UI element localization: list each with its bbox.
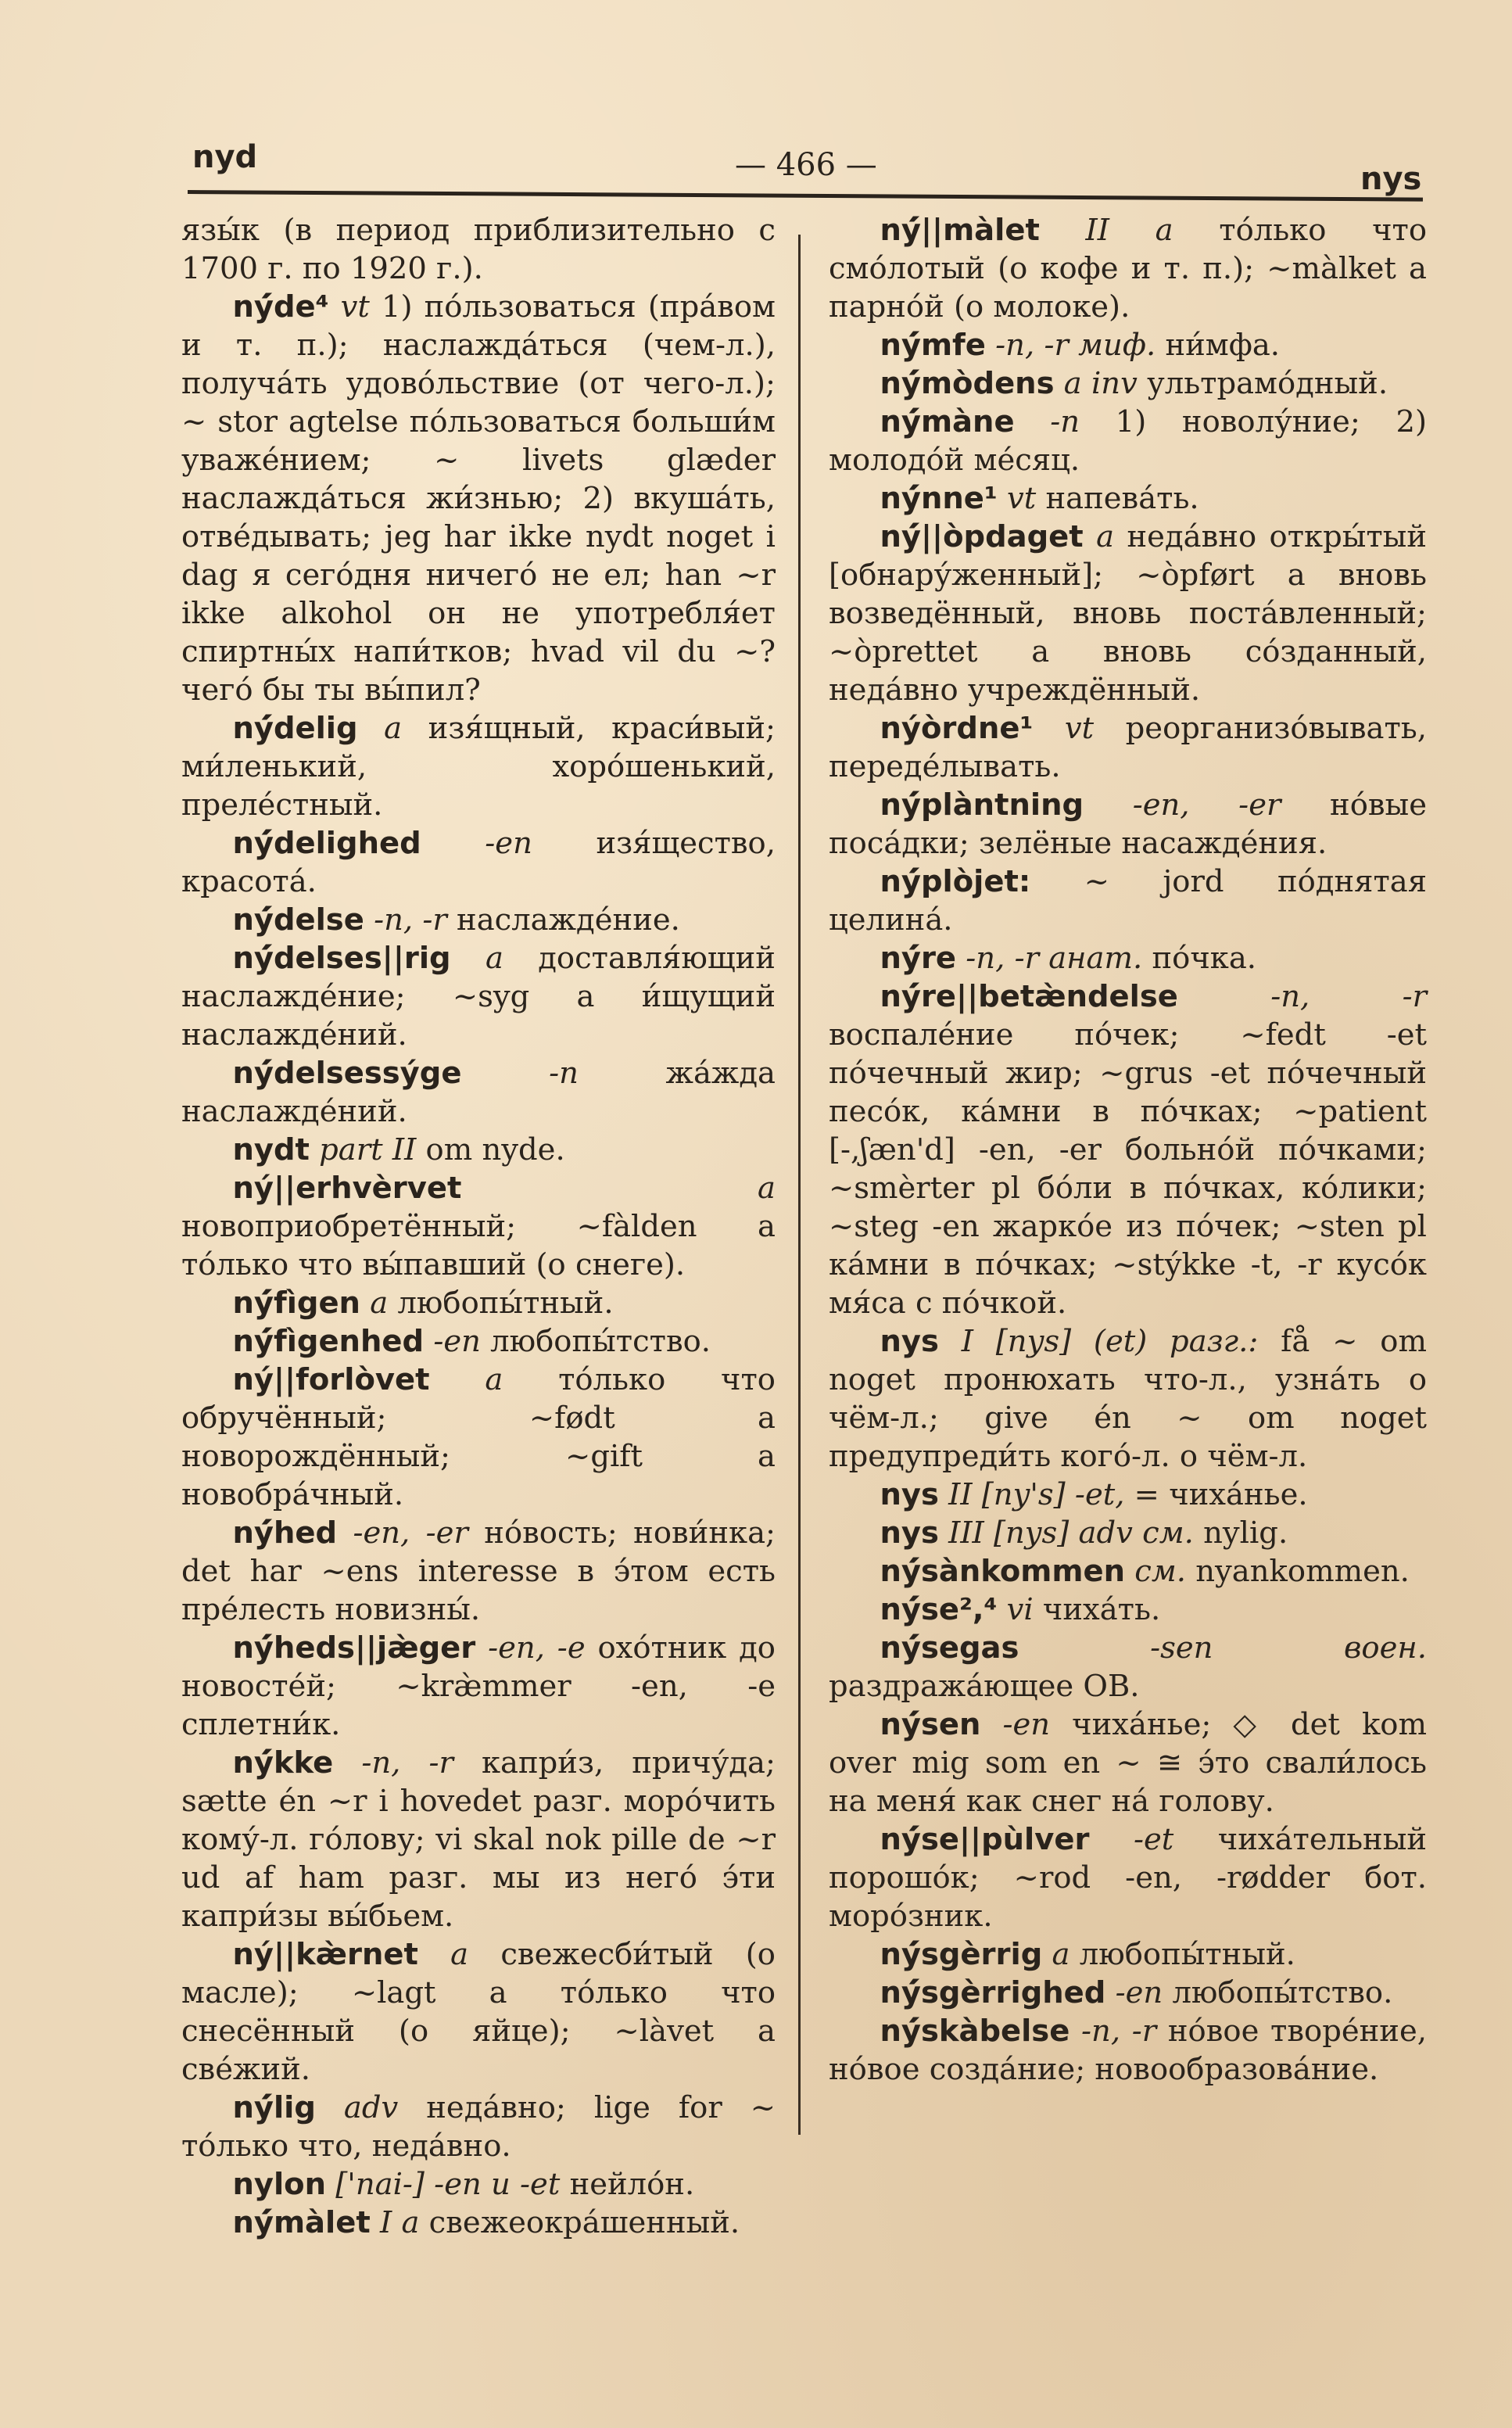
entry-grammar-label: a inv xyxy=(1063,366,1138,401)
dictionary-entry xyxy=(829,211,1427,326)
dictionary-entry xyxy=(829,977,1427,1322)
entry-definition: напева́ть. xyxy=(1045,481,1199,516)
entry-headword: ný́se||pùlver xyxy=(880,1822,1090,1857)
dictionary-entry xyxy=(181,1629,776,1744)
entry-grammar-label: -en, -e xyxy=(488,1630,586,1666)
entry-headword: ný́lig xyxy=(232,2090,316,2125)
entry-grammar-label: -n, -r xyxy=(1270,979,1427,1014)
entry-grammar-label: a xyxy=(384,711,403,746)
entry-headword: ný́de⁴ xyxy=(232,289,329,325)
entry-headword: nys xyxy=(880,1324,939,1359)
entry-definition: изя́щество, красота́. xyxy=(181,826,776,899)
entry-definition: нейло́н. xyxy=(569,2167,695,2202)
entry-grammar-label: a xyxy=(1052,1937,1070,1972)
entry-grammar-label: -n xyxy=(1050,404,1080,439)
entry-definition: чиха́нье. xyxy=(1169,1477,1308,1512)
entry-headword: nylon xyxy=(232,2167,326,2202)
entry-headword: ný́fìgen xyxy=(232,1286,360,1321)
dictionary-entry xyxy=(829,1552,1427,1591)
entry-grammar-label: vi xyxy=(1006,1592,1034,1627)
entry-headword: ný́||màlet xyxy=(880,213,1040,248)
dictionary-entry xyxy=(181,709,776,824)
entry-grammar-label: a xyxy=(758,1171,776,1206)
running-head-right: nys xyxy=(1360,161,1422,197)
dictionary-entry xyxy=(181,2089,776,2165)
entry-grammar-label: a xyxy=(370,1286,389,1321)
entry-definition: но́вые поса́дки; зелёные насажде́ния. xyxy=(829,787,1427,861)
dictionary-entry xyxy=(829,1820,1427,1935)
entry-definition: 1) новолу́ние; 2) молодо́й ме́сяц. xyxy=(829,404,1427,478)
entry-definition: то́лько что смо́лотый (о кофе и т. п.); ~màlket a парно́й (о молоке). xyxy=(829,213,1427,325)
page-number: — 466 — xyxy=(735,147,877,183)
dictionary-entry xyxy=(181,211,776,288)
entry-grammar-label: -en, -er xyxy=(1132,787,1281,823)
dictionary-entry xyxy=(829,2012,1427,2089)
entry-definition: реорганизо́вывать, переде́лывать. xyxy=(829,711,1427,784)
entry-definition: få ~ om noget пронюхать что-л., узна́ть о чём-л.; give én ~ om noget предупреди́ть кого́-л. о чём-л. xyxy=(829,1324,1427,1474)
dictionary-entry xyxy=(829,1476,1427,1514)
entry-headword: ný́màlet xyxy=(232,2205,371,2240)
dictionary-entry xyxy=(829,1322,1427,1476)
entry-grammar-label: -en, -er xyxy=(353,1515,468,1551)
entry-headword: ný́plòjet: xyxy=(880,864,1031,899)
entry-definition: свежеокра́шенный. xyxy=(428,2205,740,2240)
entry-definition: капри́з, причу́да; sætte én ~r i hovedet разг. моро́чить кому́-л. го́лову; vi skal nok pille de ~r ud af ham разг. мы из него́ э́ти капри́зы вы́бьем. xyxy=(181,1745,776,1934)
entry-grammar-label: III [nys] adv см. xyxy=(948,1515,1194,1551)
entry-definition: nylig. xyxy=(1203,1515,1288,1551)
entry-definition: свежесби́тый (о масле); ~lagt a то́лько что снесённый (о яйце); ~làvet a све́жий. xyxy=(181,1937,776,2087)
dictionary-entry xyxy=(829,1629,1427,1705)
entry-grammar-label: -en xyxy=(485,826,532,861)
entry-headword: ný́màne xyxy=(880,404,1015,439)
header-rule xyxy=(188,190,1423,202)
entry-headword: ný́sen xyxy=(880,1707,981,1742)
entry-headword: nýòrdne¹ xyxy=(880,711,1034,746)
entry-grammar-label: II [ny's] -et, = xyxy=(948,1477,1159,1512)
entry-definition: но́вость; нови́нка; det har ~ens interesse в э́том есть пре́лесть новизны́. xyxy=(181,1515,776,1627)
entry-grammar-label: I [nys] (et) разг.: xyxy=(961,1324,1259,1359)
entry-headword: ný́delse xyxy=(232,902,364,938)
entry-definition: неда́вно; lige for ~ то́лько что, неда́вно. xyxy=(181,2090,776,2164)
entry-grammar-label: см. xyxy=(1134,1554,1187,1589)
entry-grammar-label: ['nai-] -en u -et xyxy=(335,2167,561,2202)
entry-headword: ný́sànkommen xyxy=(880,1554,1126,1589)
entry-definition: чиха́нье; ◇ det kom over mig som en ~ ≅ э́то свали́лось на меня́ как снег на́ голову. xyxy=(829,1707,1427,1819)
entry-definition: новоприобретённый; ~fàlden a то́лько что вы́павший (о снеге). xyxy=(181,1209,776,1282)
dictionary-entry xyxy=(829,326,1427,364)
entry-grammar-label: vt xyxy=(340,289,370,325)
entry-headword: ný́sgèrrig xyxy=(880,1937,1043,1972)
entry-definition: охо́тник до новосте́й; ~kræ̀mmer -en, -e сплетни́к. xyxy=(181,1630,776,1742)
entry-grammar-label: part II xyxy=(319,1132,417,1167)
entry-definition: ни́мфа. xyxy=(1165,328,1281,363)
entry-definition: по́чка. xyxy=(1152,941,1257,976)
entry-definition: неда́вно откры́тый [обнару́женный]; ~òpført a вновь возведённый, вновь поста́вленный; ~òprettet a вновь со́зданный, неда́вно учреждённый. xyxy=(829,519,1427,708)
dictionary-entry xyxy=(181,901,776,939)
entry-definition: то́лько что обручённый; ~født a новорождённый; ~gift a новобра́чный. xyxy=(181,1362,776,1512)
dictionary-entry xyxy=(181,1322,776,1361)
entry-headword: ný́se²,⁴ xyxy=(880,1592,998,1627)
entry-definition: изя́щный, краси́вый; ми́ленький, хоро́шенький, преле́стный. xyxy=(181,711,776,823)
entry-grammar-label: -en xyxy=(1115,1975,1163,2010)
entry-definition: 1) по́льзоваться (пра́вом и т. п.); наслажда́ться (чем-л.), получа́ть удово́льствие (от чего-л.); ~ stor agtelse по́льзоваться больши́м уваже́нием; ~ livets glæder наслажда́ться жи́знью; 2) вкуша́ть, отве́дывать; jeg har ikke nydt noget i dag я сего́дня ничего́ не ел; han ~r ikke alkohol он не употребля́ет спиртны́х напи́тков; hvad vil du ~? чего́ бы ты вы́пил? xyxy=(181,289,776,708)
entry-headword: ný́delses||rig xyxy=(232,941,451,976)
dictionary-entry xyxy=(829,518,1427,709)
entry-grammar-label: a xyxy=(450,1937,469,1972)
dictionary-entry xyxy=(181,824,776,901)
entry-grammar-label: vt xyxy=(1006,481,1037,516)
entry-definition: но́вое творе́ние, но́вое созда́ние; новообразова́ние. xyxy=(829,2014,1427,2087)
dictionary-entry xyxy=(829,1591,1427,1629)
entry-grammar-label: -n xyxy=(549,1056,579,1091)
entry-grammar-label: a xyxy=(485,1362,503,1397)
entry-headword: ný́plàntning xyxy=(880,787,1084,823)
dictionary-entry xyxy=(829,403,1427,479)
entry-headword: ný́kke xyxy=(232,1745,334,1781)
dictionary-entry xyxy=(181,288,776,709)
entry-grammar-label: a xyxy=(1096,519,1115,554)
dictionary-entry xyxy=(181,2204,776,2242)
entry-headword: nys xyxy=(880,1477,939,1512)
entry-grammar-label: -n, -r xyxy=(361,1745,453,1781)
entry-grammar-label: -n, -r миф. xyxy=(995,328,1156,363)
running-head-left: nyd xyxy=(192,139,258,175)
entry-headword: ný́hed xyxy=(232,1515,338,1551)
entry-headword: ný||forlòvet xyxy=(232,1362,430,1397)
entry-definition: om nyde. xyxy=(425,1132,565,1167)
dictionary-entry xyxy=(181,2165,776,2204)
dictionary-entry xyxy=(181,1361,776,1514)
entry-grammar-label: II a xyxy=(1085,213,1173,248)
entry-headword: ný́re||betæ̀ndelse xyxy=(880,979,1178,1014)
dictionary-entry xyxy=(829,1935,1427,1974)
entry-definition: раздража́ющее ОВ. xyxy=(829,1669,1140,1704)
entry-definition: ультрамо́дный. xyxy=(1147,366,1388,401)
entry-headword: nydt xyxy=(232,1132,310,1167)
dictionary-entry xyxy=(181,1514,776,1629)
entry-grammar-label: -n, -r анат. xyxy=(966,941,1143,976)
dictionary-entry xyxy=(829,479,1427,518)
entry-grammar-label: adv xyxy=(343,2090,399,2125)
entry-grammar-label: -sen воен. xyxy=(1150,1630,1427,1666)
entry-headword: ný́mòdens xyxy=(880,366,1055,401)
entry-definition: чиха́ть. xyxy=(1042,1592,1161,1627)
dictionary-entry xyxy=(829,1514,1427,1552)
dictionary-entry xyxy=(829,786,1427,863)
entry-definition: любопы́тство. xyxy=(1172,1975,1393,2010)
column-divider xyxy=(798,235,801,2135)
dictionary-entry xyxy=(181,1054,776,1131)
entry-grammar-label: I a xyxy=(380,2205,420,2240)
entry-headword: ný́segas xyxy=(880,1630,1019,1666)
entry-grammar-label: -n, -r xyxy=(1081,2014,1157,2049)
entry-headword: ný́heds||jæ̀ger xyxy=(232,1630,476,1666)
entry-definition: nyankommen. xyxy=(1195,1554,1410,1589)
entry-headword: nys xyxy=(880,1515,939,1551)
entry-headword: ný́sgèrrighed xyxy=(880,1975,1106,2010)
dictionary-entry xyxy=(829,863,1427,939)
entry-grammar-label: -n, -r xyxy=(374,902,447,938)
entry-headword: ný́nne¹ xyxy=(880,481,998,516)
dictionary-entry xyxy=(829,364,1427,403)
entry-headword: ný́mfe xyxy=(880,328,986,363)
entry-grammar-label: -en xyxy=(433,1324,481,1359)
entry-grammar-label: vt xyxy=(1064,711,1095,746)
dictionary-entry xyxy=(829,1974,1427,2012)
entry-headword: ný||erhvèrvet xyxy=(232,1171,462,1206)
right-column xyxy=(829,211,1427,2089)
dictionary-entry xyxy=(181,1284,776,1322)
dictionary-entry xyxy=(181,1744,776,1935)
entry-definition: любопы́тный. xyxy=(397,1286,614,1321)
entry-headword: ný́skàbelse xyxy=(880,2014,1070,2049)
entry-headword: ný́re xyxy=(880,941,957,976)
entry-headword: ný́||òpdaget xyxy=(880,519,1084,554)
entry-headword: ný́delighed xyxy=(232,826,421,861)
dictionary-entry xyxy=(829,709,1427,786)
entry-definition: воспале́ние по́чек; ~fedt -et по́чечный жир; ~grus -et по́чечный песо́к, ка́мни в по́чках; ~patient [-,ʃæn'd] -en, -er больно́й по́чками; ~smèrter pl бо́ли в по́чках, ко́лики; ~steg -en жарко́е из по́чек; ~sten pl ка́мни в по́чках; ~stýkke -t, -r кусо́к мя́са с по́чкой. xyxy=(829,1017,1427,1321)
entry-headword: ný́fìgenhed xyxy=(232,1324,425,1359)
entry-definition: любопы́тство. xyxy=(490,1324,711,1359)
entry-headword: ný́delsessýge xyxy=(232,1056,462,1091)
entry-definition: чиха́тельный порошо́к; ~rod -en, -rødder бот. моро́зник. xyxy=(829,1822,1427,1934)
entry-definition: наслажде́ние. xyxy=(457,902,680,938)
dictionary-entry xyxy=(181,1169,776,1284)
entry-definition: жа́жда наслажде́ний. xyxy=(181,1056,776,1129)
dictionary-entry xyxy=(181,1935,776,2089)
dictionary-entry xyxy=(829,1705,1427,1820)
entry-definition: любопы́тный. xyxy=(1079,1937,1295,1972)
entry-definition: ~ jord по́днятая целина́. xyxy=(829,864,1427,938)
entry-headword: ný́delig xyxy=(232,711,358,746)
dictionary-entry xyxy=(181,939,776,1054)
entry-headword: ný||kæ̀rnet xyxy=(232,1937,418,1972)
entry-definition: доставля́ющий наслажде́ние; ~syg a и́щущий наслажде́ний. xyxy=(181,941,776,1053)
entry-grammar-label: -et xyxy=(1133,1822,1174,1857)
left-column xyxy=(181,211,776,2242)
dictionary-entry xyxy=(829,939,1427,977)
dictionary-entry xyxy=(181,1131,776,1169)
entry-definition: язы́к (в период приблизительно с 1700 г. по 1920 г.). xyxy=(181,213,776,286)
entry-grammar-label: a xyxy=(485,941,503,976)
entry-grammar-label: -en xyxy=(1002,1707,1051,1742)
